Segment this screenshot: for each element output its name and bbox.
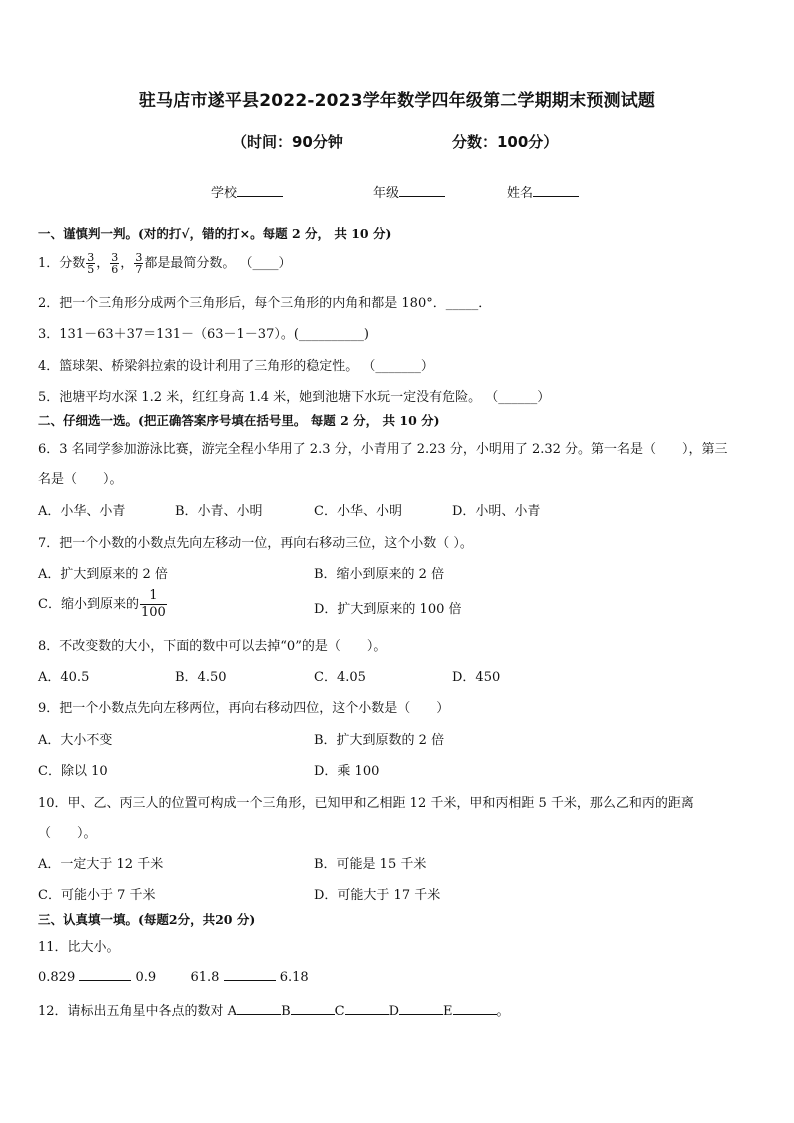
answer-blank[interactable] xyxy=(291,1002,335,1015)
option-d[interactable]: D．小明、小青 xyxy=(452,504,541,519)
school-label: 学校 xyxy=(211,186,238,201)
option-b[interactable]: B．可能是 15 千米 xyxy=(314,857,427,872)
grade-blank[interactable] xyxy=(399,184,445,197)
option-a[interactable]: A．一定大于 12 千米 xyxy=(38,857,164,872)
option-c[interactable]: C．除以 10 xyxy=(38,764,108,779)
option-c[interactable]: C．4.05 xyxy=(314,670,366,685)
name-label: 姓名 xyxy=(507,186,534,201)
grade-field xyxy=(373,182,445,201)
question-3: 3．131－63＋37＝131－（63－1－37）。(__________) xyxy=(38,327,369,342)
option-b[interactable]: B．小青、小明 xyxy=(175,504,263,519)
section-1-heading: 一、谨慎判一判。(对的打√，错的打×。每题 2 分， 共 10 分) xyxy=(38,226,392,241)
compare-blank[interactable] xyxy=(224,968,276,981)
answer-blank[interactable] xyxy=(399,1002,443,1015)
option-d[interactable]: D．乘 100 xyxy=(314,764,380,779)
question-11-stem: 11．比大小。 xyxy=(38,940,120,955)
section-3-heading: 三、认真填一填。(每题2分，共20 分) xyxy=(38,912,256,927)
exam-time: （时间：90分钟 xyxy=(232,133,343,151)
fraction: $\frac{3}{5}$ xyxy=(87,251,95,276)
school-blank[interactable] xyxy=(237,184,283,197)
question-1: 1．分数 $\frac{3}{5}$ ， $\frac{3}{6}$ ， $\frac{3}{7}$ 都是最简分数。 （____） xyxy=(38,251,292,276)
fraction: $\frac{3}{6}$ xyxy=(111,251,119,276)
answer-blank[interactable] xyxy=(453,1002,497,1015)
answer-blank[interactable] xyxy=(237,1002,281,1015)
option-c[interactable]: C．小华、小明 xyxy=(314,504,402,519)
question-9-stem: 9．把一个小数点先向左移两位，再向右移动四位，这个小数是（ ） xyxy=(38,701,450,716)
fraction: $\frac{1}{100}$ xyxy=(140,588,166,620)
option-c[interactable]: C．缩小到原来的 $\frac{1}{100}$ xyxy=(38,588,166,620)
question-5: 5．池塘平均水深 1.2 米，红红身高 1.4 米，她到池塘下水玩一定没有危险。 （______） xyxy=(38,390,551,405)
question-6-stem-cont: 名是（ ）。 xyxy=(38,472,123,487)
question-10-stem: 10．甲、乙、丙三人的位置可构成一个三角形，已知甲和乙相距 12 千米，甲和丙相距 5 千米，那么乙和丙的距离 xyxy=(38,796,694,811)
option-a[interactable]: A．40.5 xyxy=(38,670,90,685)
option-b[interactable]: B．4.50 xyxy=(175,670,227,685)
question-8-stem: 8．不改变数的大小，下面的数中可以去掉“0”的是（ ）。 xyxy=(38,639,387,654)
question-6-stem: 6．3 名同学参加游泳比赛，游完全程小华用了 2.3 分，小青用了 2.23 分，小明用了 2.32 分。第一名是（ ），第三 xyxy=(38,442,728,457)
name-blank[interactable] xyxy=(533,184,579,197)
option-d[interactable]: D．450 xyxy=(452,670,501,685)
option-b[interactable]: B．扩大到原数的 2 倍 xyxy=(314,733,445,748)
option-a[interactable]: A．小华、小青 xyxy=(38,504,126,519)
section-2-heading: 二、仔细选一选。(把正确答案序号填在括号里。 每题 2 分， 共 10 分) xyxy=(38,413,440,428)
option-d[interactable]: D．可能大于 17 千米 xyxy=(314,888,441,903)
option-a[interactable]: A．扩大到原来的 2 倍 xyxy=(38,567,168,582)
option-a[interactable]: A．大小不变 xyxy=(38,733,113,748)
option-c[interactable]: C．可能小于 7 千米 xyxy=(38,888,156,903)
page-title: 驻马店市遂平县2022-2023学年数学四年级第二学期期末预测试题 xyxy=(138,91,656,111)
question-4: 4．篮球架、桥梁斜拉索的设计利用了三角形的稳定性。 （_______） xyxy=(38,359,434,374)
school-field xyxy=(211,182,283,201)
option-b[interactable]: B．缩小到原来的 2 倍 xyxy=(314,567,445,582)
option-d[interactable]: D．扩大到原来的 100 倍 xyxy=(314,602,462,617)
exam-score: 分数：100分） xyxy=(452,133,559,151)
grade-label: 年级 xyxy=(373,186,400,201)
question-12: 12．请标出五角星中各点的数对 A B C D E 。 xyxy=(38,1004,510,1019)
question-2: 2．把一个三角形分成两个三角形后，每个三角形的内角和都是 180°．_____． xyxy=(38,296,492,311)
question-7-stem: 7．把一个小数的小数点先向左移动一位，再向右移动三位，这个小数（ ）。 xyxy=(38,536,473,551)
name-field xyxy=(507,182,579,201)
question-10-stem-cont: （ ）。 xyxy=(38,826,97,841)
fraction: $\frac{3}{7}$ xyxy=(135,251,143,276)
compare-row: 0.829 0.9 61.8 6.18 xyxy=(38,970,309,985)
answer-blank[interactable] xyxy=(345,1002,389,1015)
compare-blank[interactable] xyxy=(79,968,131,981)
